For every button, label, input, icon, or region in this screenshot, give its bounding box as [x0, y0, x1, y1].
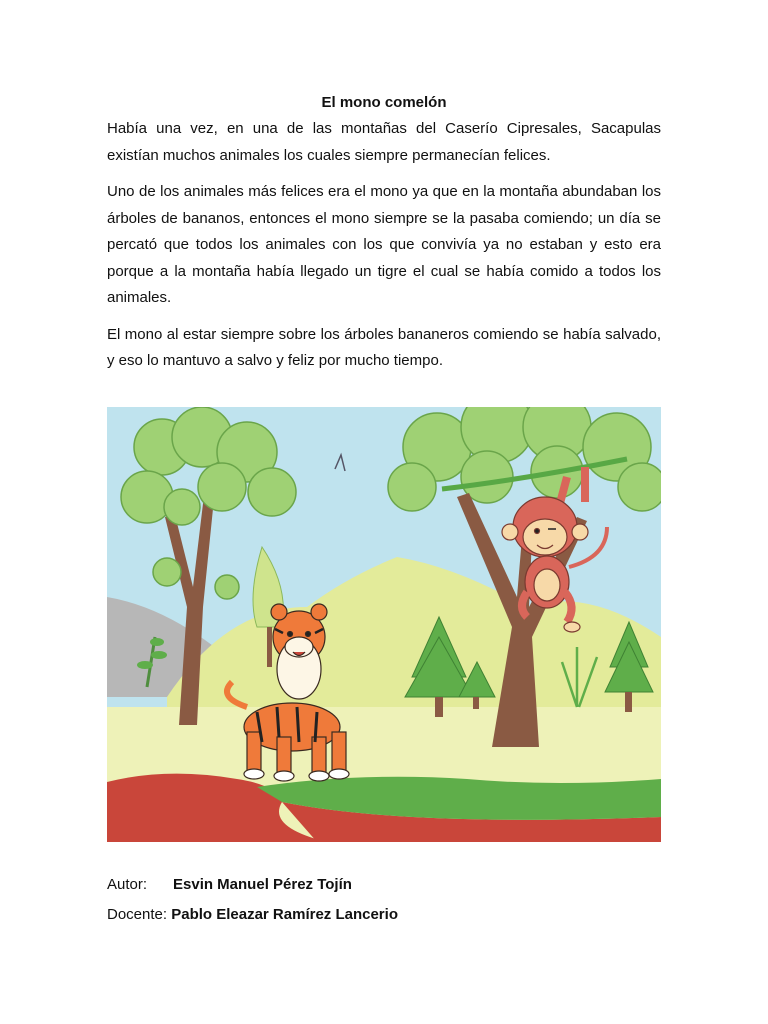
- author-label: Autor:: [107, 876, 148, 893]
- teacher-row: [107, 900, 398, 930]
- paragraph-3: El mono al estar siempre sobre los árboles bananeros comiendo se había salvado, y eso lo mantuvo a salvo y feliz por mucho tiempo.: [107, 325, 661, 369]
- paragraph-2: Uno de los animales más felices era el mono ya que en la montaña abundaban los árboles de bananos, entonces el mono siempre se la pasaba comiendo; un día se percató que todos los animales con los que convivía ya no estaban y esto era porque a la montaña había llegado un tigre el cual se había comido a todos los animales.: [107, 183, 661, 306]
- story-illustration: [107, 407, 661, 842]
- page-title: El mono comelón: [321, 94, 447, 111]
- paragraph-1: Había una vez, en una de las montañas del Caserío Cipresales, Sacapulas existían muchos animales los cuales siempre permanecían felices.: [107, 120, 661, 164]
- document-page: [107, 92, 661, 385]
- author-row: [107, 870, 398, 900]
- teacher-label: Docente:: [107, 906, 168, 923]
- teacher-name: Pablo Eleazar Ramírez Lancerio: [171, 906, 398, 923]
- author-name: Esvin Manuel Pérez Tojín: [173, 876, 352, 893]
- tiger-and-monkey-drawing-icon: [107, 407, 661, 842]
- credits: [107, 870, 398, 930]
